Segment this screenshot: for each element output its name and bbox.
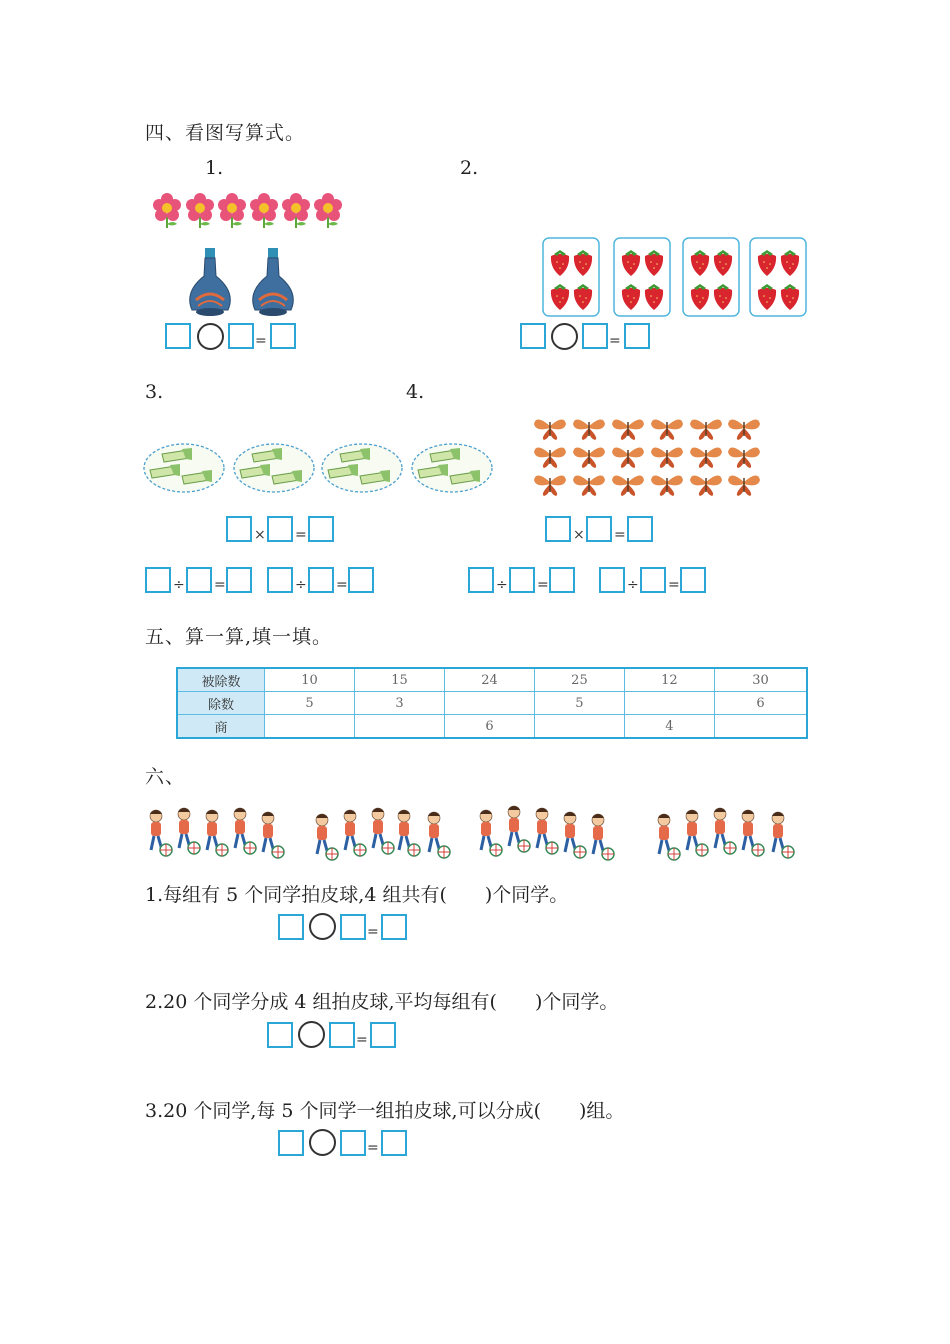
answer-box[interactable] (680, 567, 706, 593)
problem-4-label: 4. (406, 381, 425, 403)
table-cell[interactable] (714, 715, 807, 739)
answer-box[interactable] (582, 323, 608, 349)
table-cell: 10 (265, 668, 355, 692)
answer-box[interactable] (370, 1022, 396, 1048)
answer-box[interactable] (278, 1130, 304, 1156)
flowers-picture (150, 190, 350, 232)
answer-box[interactable] (468, 567, 494, 593)
equals-sign: = (214, 577, 226, 593)
equals-sign: = (295, 527, 307, 543)
table-cell[interactable]: 5 (534, 692, 624, 715)
section-4-title: 四、看图写算式。 (145, 122, 306, 144)
equals-sign: = (614, 527, 626, 543)
answer-box[interactable] (340, 1130, 366, 1156)
corn-plates-picture (142, 440, 497, 498)
problem-3-label: 3. (145, 381, 164, 403)
answer-box[interactable] (340, 914, 366, 940)
answer-box[interactable] (267, 516, 293, 542)
section-5-title: 五、算一算,填一填。 (145, 626, 333, 648)
table-cell[interactable]: 4 (624, 715, 714, 739)
answer-box[interactable] (599, 567, 625, 593)
divide-sign: ÷ (627, 577, 639, 593)
table-row-quotient (177, 715, 807, 739)
answer-box[interactable] (308, 516, 334, 542)
table-cell[interactable] (444, 692, 534, 715)
butterflies-picture (530, 414, 766, 498)
divide-sign: ÷ (173, 577, 185, 593)
equals-sign: = (367, 924, 379, 940)
division-table (176, 667, 808, 739)
table-cell[interactable] (624, 692, 714, 715)
question-1: 1.每组有 5 个同学拍皮球,4 组共有( )个同学。 (145, 884, 569, 906)
answer-box[interactable] (545, 516, 571, 542)
answer-box[interactable] (348, 567, 374, 593)
table-cell: 24 (444, 668, 534, 692)
divide-sign: ÷ (496, 577, 508, 593)
section-6-title: 六、 (145, 766, 186, 788)
table-cell[interactable] (354, 715, 444, 739)
equals-sign: = (336, 577, 348, 593)
equals-sign: = (356, 1032, 368, 1048)
answer-box[interactable] (267, 1022, 293, 1048)
table-cell[interactable]: 5 (265, 692, 355, 715)
answer-box[interactable] (520, 323, 546, 349)
answer-box[interactable] (145, 567, 171, 593)
kids-with-balls-picture (142, 800, 807, 866)
problem-2-label: 2. (460, 157, 479, 179)
answer-box[interactable] (228, 323, 254, 349)
answer-box[interactable] (267, 567, 293, 593)
table-cell[interactable]: 6 (444, 715, 534, 739)
table-cell[interactable]: 3 (354, 692, 444, 715)
operator-circle[interactable] (309, 1129, 336, 1156)
strawberries-picture (540, 236, 810, 318)
row-header: 被除数 (177, 668, 265, 692)
operator-circle[interactable] (197, 323, 224, 350)
times-sign: × (254, 527, 266, 543)
question-2: 2.20 个同学分成 4 组拍皮球,平均每组有( )个同学。 (145, 991, 619, 1013)
answer-box[interactable] (549, 567, 575, 593)
equals-sign: = (255, 333, 267, 349)
answer-box[interactable] (509, 567, 535, 593)
answer-box[interactable] (329, 1022, 355, 1048)
table-cell: 30 (714, 668, 807, 692)
operator-circle[interactable] (309, 913, 336, 940)
equals-sign: = (609, 333, 621, 349)
equals-sign: = (537, 577, 549, 593)
table-cell[interactable]: 6 (714, 692, 807, 715)
answer-box[interactable] (278, 914, 304, 940)
operator-circle[interactable] (551, 323, 578, 350)
table-cell[interactable] (534, 715, 624, 739)
operator-circle[interactable] (298, 1021, 325, 1048)
answer-box[interactable] (226, 567, 252, 593)
times-sign: × (573, 527, 585, 543)
row-header: 商 (177, 715, 265, 739)
table-row-divisor (177, 692, 807, 715)
answer-box[interactable] (226, 516, 252, 542)
answer-box[interactable] (627, 516, 653, 542)
problem-1-label: 1. (205, 157, 224, 179)
answer-box[interactable] (270, 323, 296, 349)
answer-box[interactable] (308, 567, 334, 593)
table-cell: 15 (354, 668, 444, 692)
answer-box[interactable] (586, 516, 612, 542)
equals-sign: = (668, 577, 680, 593)
divide-sign: ÷ (295, 577, 307, 593)
vases-picture (185, 245, 305, 317)
table-cell: 12 (624, 668, 714, 692)
answer-box[interactable] (381, 914, 407, 940)
answer-box[interactable] (186, 567, 212, 593)
answer-box[interactable] (381, 1130, 407, 1156)
answer-box[interactable] (165, 323, 191, 349)
table-cell: 25 (534, 668, 624, 692)
table-row-dividend (177, 668, 807, 692)
row-header: 除数 (177, 692, 265, 715)
table-cell[interactable] (265, 715, 355, 739)
question-3: 3.20 个同学,每 5 个同学一组拍皮球,可以分成( )组。 (145, 1100, 625, 1122)
answer-box[interactable] (640, 567, 666, 593)
equals-sign: = (367, 1140, 379, 1156)
answer-box[interactable] (624, 323, 650, 349)
